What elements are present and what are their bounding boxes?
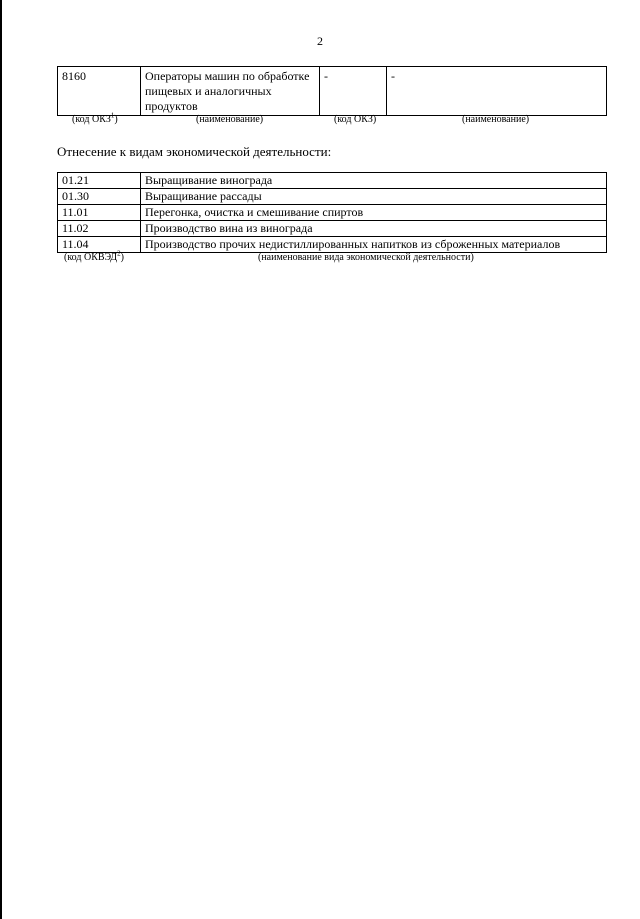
okz-name-cell: Операторы машин по обработке пищевых и аналогичных продуктов xyxy=(141,67,320,116)
table-row xyxy=(58,237,607,253)
section-title: Отнесение к видам экономической деятельности: xyxy=(57,144,332,159)
okved-code-cell: 01.30 xyxy=(58,189,141,205)
okved-name-cell: Выращивание рассады xyxy=(141,189,607,205)
okved-name-cell: Производство вина из винограда xyxy=(141,221,607,237)
okved-name-cell: Выращивание винограда xyxy=(141,173,607,189)
okved-code-cell: 11.04 xyxy=(58,237,141,253)
okved-code-cell: 11.02 xyxy=(58,221,141,237)
okved-name-cell: Перегонка, очистка и смешивание спиртов xyxy=(141,205,607,221)
caption-okz-code: (код ОКЗ$^1$) xyxy=(72,111,118,125)
okz-code-cell: 8160 xyxy=(58,67,141,116)
okved-code-cell: 01.21 xyxy=(58,173,141,189)
caption-okved-code: (код ОКВЭД$^2$) xyxy=(64,249,124,263)
okz-table xyxy=(57,66,607,116)
page-edge xyxy=(0,0,2,919)
table-row xyxy=(58,205,607,221)
table-row xyxy=(58,189,607,205)
okz-name2-cell: - xyxy=(387,67,607,116)
okved-code-cell: 11.01 xyxy=(58,205,141,221)
table-row xyxy=(58,67,607,116)
okz-code2-cell: - xyxy=(320,67,387,116)
caption-okved-name: (наименование вида экономической деятельности) xyxy=(258,252,474,263)
caption-okz-name2: (наименование) xyxy=(462,114,530,125)
okved-table xyxy=(57,172,607,253)
okved-name-cell: Производство прочих недистиллированных напитков из сброженных материалов xyxy=(141,237,607,253)
table-row xyxy=(58,173,607,189)
table-row xyxy=(58,221,607,237)
caption-okz-name: (наименование) xyxy=(196,114,264,125)
page-number: 2 xyxy=(317,34,323,48)
caption-okz-code2: (код ОКЗ) xyxy=(334,114,377,125)
